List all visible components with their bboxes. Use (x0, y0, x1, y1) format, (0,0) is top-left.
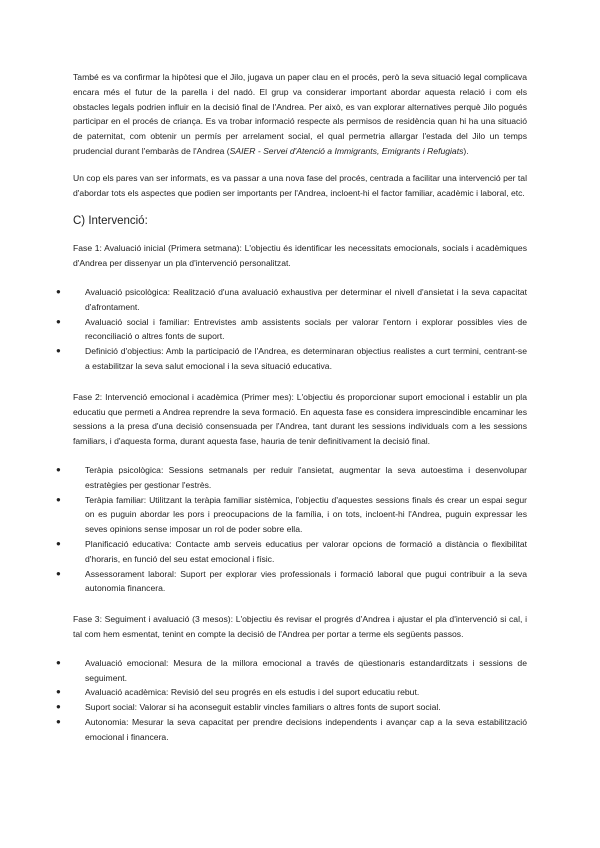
list-item (56, 463, 527, 493)
bullet-icon: ● (56, 316, 61, 326)
document-body (56, 70, 527, 744)
saier-reference: SAIER - Servei d'Atenció a Immigrants, Emigrants i Refugiats (229, 145, 464, 156)
list-item (56, 715, 527, 745)
list-item-text: Definició d'objectius: Amb la participació de l'Andrea, es determinaran objectius realistes a curt termini, centrant-se a estabilitzar la seva salut emocional i la seva situació educativa. (85, 346, 527, 371)
list-item-text: Avaluació emocional: Mesura de la millora emocional a través de qüestionaris estandarditzats i sessions de seguiment. (85, 657, 527, 683)
list-item (56, 537, 527, 567)
phase-1-intro: Fase 1: Avaluació inicial (Primera setmana): L'objectiu és identificar les necessitats emocionals, socials i acadèmiques d'Andrea per dissenyar un pla d'intervenció personalitzat. (73, 243, 527, 269)
list-item (56, 285, 527, 315)
list-item-text: Assessorament laboral: Suport per explorar vies professionals i formació laboral que pugui contribuir a la seva autonomia financera. (85, 568, 527, 594)
bullet-icon: ● (56, 286, 61, 296)
bullet-icon: ● (56, 464, 61, 474)
phase-3-intro: Fase 3: Seguiment i avaluació (3 mesos): L'objectiu és revisar el progrés d'Andrea i ajustar el pla d'intervenció si cal, i tal com hem esmentat, tenint en compte la decisió de l'Andrea per portar a terme els següents passos. (73, 614, 527, 639)
list-item (56, 567, 527, 597)
phase-2-list (56, 463, 527, 596)
list-item (56, 493, 527, 537)
bullet-icon: ● (56, 494, 61, 504)
paragraph-new-phase: Un cop els pares van ser informats, es va passar a una nova fase del procés, centrada a facilitar una intervenció per tal d'abordar tots els aspectes que podien ser importants per l'Andrea, incloent-hi el factor familiar, acadèmic i laboral, etc. (73, 172, 527, 198)
bullet-icon: ● (56, 657, 61, 667)
list-item (56, 700, 527, 715)
bullet-icon: ● (56, 346, 61, 356)
section-heading: C) Intervenció: (73, 215, 148, 228)
list-item (56, 315, 527, 345)
list-item-text: Suport social: Valorar si ha aconseguit establir vincles familiars o altres fonts de suport social. (85, 702, 441, 713)
list-item (56, 656, 527, 686)
list-item-text: Avaluació psicològica: Realització d'una avaluació exhaustiva per determinar el nivell d'ansietat i la seva capacitat d'afrontament. (85, 286, 527, 312)
paragraph-hypothesis (73, 70, 527, 159)
phase-3-list (56, 656, 527, 745)
phase-1-list (56, 285, 527, 374)
phase-2-intro: Fase 2: Intervenció emocional i acadèmica (Primer mes): L'objectiu és proporcionar suport emocional i establir un pla educatiu que permeti a Andrea reprendre la seva formació. En aquesta fase es considera imprescindible encaminar les sessions a la presa d'una decisió consensuada per l'Andrea, tant durant les sessions individuals com a les sessions familiars, i d'aquesta forma, durant aquesta fase, hauria de tenir definitivament la decisió final. (73, 391, 527, 447)
paragraph-hypothesis-text: També es va confirmar la hipòtesi que el Jilo, jugava un paper clau en el procés, però la seva situació legal complicava encara més el futur de la parella i del nadó. El grup va considerar important abordar aquesta relació i com els obstacles legals podrien influir en la decisió final de l'Andrea. Per això, es van explorar alternatives perquè Jilo pogués participar en el procés de criança. Es va trobar informació respecte als permisos de residència quan hi ha una situació de paternitat, com obtenir un permís per arrelament social, el qual permetria allargar l'estada del Jilo un temps prudencial durant l'embaràs de l'Andrea ( (73, 72, 527, 156)
bullet-icon: ● (56, 568, 61, 578)
bullet-icon: ● (56, 702, 61, 712)
paragraph-hypothesis-end: ). (463, 145, 469, 156)
bullet-icon: ● (56, 716, 61, 726)
bullet-icon: ● (56, 687, 61, 697)
bullet-icon: ● (56, 538, 61, 548)
list-item-text: Avaluació social i familiar: Entrevistes amb assistents socials per valorar l'entorn i explorar possibles vies de reconciliació o altres fonts de suport. (85, 316, 527, 342)
list-item-text: Teràpia psicològica: Sessions setmanals per reduir l'ansietat, augmentar la seva autoestima i desenvolupar estratègies per gestionar l'estrès. (85, 464, 527, 490)
list-item (56, 685, 527, 700)
list-item-text: Teràpia familiar: Utilitzant la teràpia familiar sistèmica, l'objectiu d'aquestes sessions finals és crear un espai segur on es puguin abordar les pors i preocupacions de la família, i on tots, incloent-hi l'Andrea, puguin expressar les seves opinions sense imposar un rol de poder sobre ella. (85, 494, 527, 535)
list-item-text: Avaluació acadèmica: Revisió del seu progrés en els estudis i del suport educatiu rebut. (85, 687, 420, 698)
list-item-text: Planificació educativa: Contacte amb serveis educatius per valorar opcions de formació a distància o flexibilitat d'horaris, en funció del seu estat emocional i físic. (85, 538, 527, 564)
list-item (56, 344, 527, 374)
list-item-text: Autonomia: Mesurar la seva capacitat per prendre decisions independents i avançar cap a la seva estabilització emocional i financera. (85, 716, 527, 742)
